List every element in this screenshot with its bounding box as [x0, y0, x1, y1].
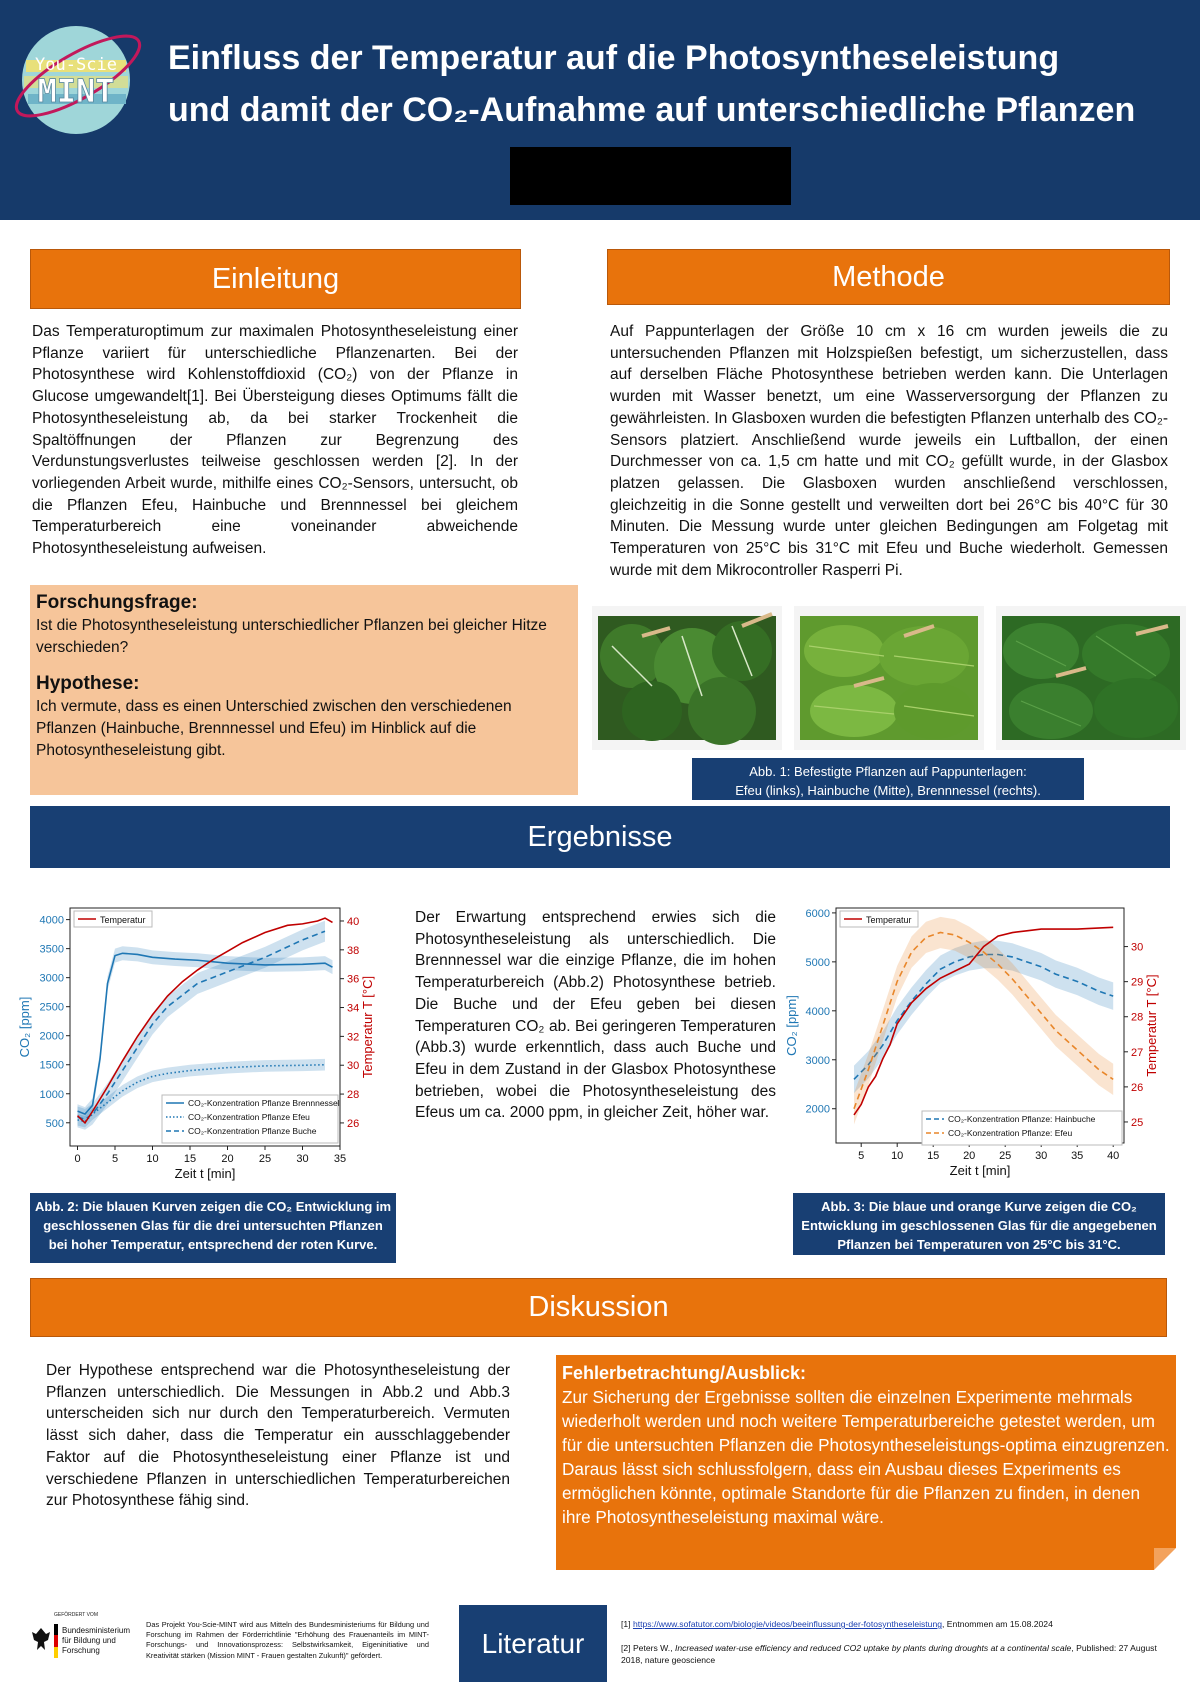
reference-1-suffix: , Entnommen am 15.08.2024: [942, 1619, 1053, 1629]
y2-tick-label: 32: [347, 1031, 360, 1044]
legend-label: CO₂-Konzentration Pflanze: Hainbuche: [948, 1114, 1096, 1124]
ministry-name: Bundesministerium für Bildung und Forschung: [62, 1626, 131, 1655]
y-tick-label: 6000: [805, 907, 830, 920]
photo-hainbuche: [794, 606, 984, 750]
y2-tick-label: 29: [1131, 976, 1144, 989]
y-tick-label: 2000: [805, 1103, 830, 1116]
y2-tick-label: 28: [347, 1089, 360, 1102]
gefoerdert-label: GEFÖRDERT VOM: [54, 1612, 98, 1618]
legend-label: CO₂-Konzentration Pflanze Brennnessel: [188, 1098, 340, 1108]
y-tick-label: 5000: [805, 956, 830, 969]
y-tick-label: 1500: [39, 1059, 64, 1072]
y-tick-label: 3500: [39, 943, 64, 956]
reference-2-prefix: [2] Peters W.,: [621, 1643, 675, 1653]
x-tick-label: 30: [1035, 1150, 1048, 1162]
y2-tick-label: 40: [347, 915, 360, 928]
legend-label: CO₂-Konzentration Pflanze Buche: [188, 1126, 317, 1136]
title-line-2: und damit der CO₂-Aufnahme auf unterschiedliche Pflanzen: [168, 91, 1136, 129]
y-tick-label: 500: [45, 1117, 64, 1130]
forschungsfrage-heading: Forschungsfrage:: [36, 592, 198, 613]
abb2-caption: Abb. 2: Die blauen Kurven zeigen die CO₂ Entwicklung im geschlossenen Glas für die drei untersuchten Pflanzen bei hoher Temperatur, entsprechend der roten Kurve.: [30, 1193, 396, 1263]
reference-2-suffix: , Published: 27 August 2018, nature geoscience: [621, 1643, 1157, 1665]
poster-header: [0, 0, 1200, 220]
x-tick-label: 25: [258, 1153, 272, 1165]
x-tick-label: 20: [963, 1150, 976, 1162]
x-tick-label: 5: [858, 1150, 865, 1162]
y2-tick-label: 26: [347, 1117, 360, 1130]
x-tick-label: 10: [891, 1150, 904, 1162]
y-tick-label: 2000: [39, 1030, 64, 1043]
diskussion-text: Der Hypothese entsprechend war die Photosyntheseleistung der Pflanzen unterschiedlich. Die Messungen in Abb.2 und Abb.3 unterscheiden sich nur durch den Temperaturbereich. Vermuten lässt sich daher, dass die Temperatur ein ausschlaggebender Faktor auf die Photosyntheseleistung einer Pflanze ist und verschiedene Pflanzen in unterschiedlichen Temperaturbereichen zur Photosynthese fähig sind.: [46, 1362, 510, 1510]
y2-tick-label: 25: [1131, 1116, 1144, 1129]
x-tick-label: 15: [927, 1150, 940, 1162]
forschungsfrage-text: Ist die Photosyntheseleistung unterschiedlicher Pflanzen bei gleicher Hitze verschieden?: [36, 617, 547, 656]
einleitung-text: Das Temperaturoptimum zur maximalen Photosyntheseleistung einer Pflanze variiert für unterschiedliche Pflanzenarten. Bei der Photosynthese wird Kohlenstoffdioxid (CO₂) von der Pflanze in Glucose umgewandelt[1]. Bei Übersteigung dieses Optimums fällt die Photosyntheseleistung ab, da bei starker Trockenheit die Spaltöffnungen der Pflanzen zur Begrenzung des Verdunstungsverlustes teilweise geschlossen werden [2]. In der vorliegenden Arbeit wurde, mithilfe eines CO₂-Sensors, untersucht, ob die Pflanzen Efeu, Hainbuche und Brennnessel bei gleichem Temperaturbereich eine voneinander abweichende Photosyntheseleistung aufweisen.: [32, 323, 518, 558]
fehlerbetrachtung-box: [556, 1355, 1176, 1570]
reference-1-number: [1]: [621, 1619, 631, 1629]
x-tick-label: 35: [333, 1153, 347, 1165]
photo-brennnessel: [996, 606, 1186, 750]
x-tick-label: 10: [146, 1153, 159, 1165]
einleitung-heading: Einleitung: [30, 249, 521, 309]
methode-text: Auf Pappunterlagen der Größe 10 cm x 16 cm wurden jeweils die zu untersuchenden Pflanzen mit Holzspießen befestigt, um sicherzustellen, dass auf derselben Fläche Photosynthese betrieben werden kann. Die Unterlagen wurden mit Wasser benetzt, um eine Wasserversorgung der Pflanzen zu gewährleisten. In Glasboxen wurden die befestigten Pflanzen unterhalb des CO₂-Sensors platziert. Anschließend wurde jeweils ein Luftballon, der einen Durchmesser von ca. 1,5 cm hatte und mit CO₂ gefüllt wurde, in der Glasbox platzen gelassen. Die Glasboxen wurden anschließend verschlossen, gleichzeitig in die Sonne gestellt und verweilten dort bei 26°C bis 40°C für 30 Minuten. Die Messung wurde unter gleichen Bedingungen am Folgetag mit Temperaturen von 25°C bis 31°C mit Efeu und Buche wiederholt. Gemessen wurde mit dem Mikrocontroller Rasperri Pi.: [610, 323, 1168, 579]
y-tick-label: 3000: [805, 1054, 830, 1067]
abb1-caption-line1: Abb. 1: Befestigte Pflanzen auf Pappunterlagen:: [749, 764, 1027, 779]
literatur-heading: Literatur: [459, 1605, 607, 1682]
title-line-1: Einfluss der Temperatur auf die Photosyntheseleistung: [168, 39, 1060, 77]
y2-tick-label: 26: [1131, 1081, 1144, 1094]
x-tick-label: 0: [74, 1153, 81, 1165]
methode-heading: Methode: [607, 249, 1170, 305]
legend-top-label: Temperatur: [866, 915, 912, 925]
folded-corner: [1154, 1548, 1176, 1570]
logo-top-text: You-Scie: [35, 55, 117, 75]
photo-efeu: [592, 606, 782, 750]
ergebnisse-text: Der Erwartung entsprechend erwies sich die Photosyntheseleistung als unterschiedlich. Die Brennnessel war die einzige Pflanze, die im hohen Temperaturbereich (Abb.2) Photosynthese betrieb. Die Buche und der Efeu geben bei diesen Temperaturen CO₂ ab. Bei geringeren Temperaturen (Abb.3) wurde erkenntlich, dass auch Buche und Efeu in dem Zustand in der Glasbox Photosynthese betrieben, wobei die Photosyntheseleistung des Efeus um ca. 2000 ppm, in gleicher Zeit, höher war.: [415, 909, 776, 1122]
y2-tick-label: 36: [347, 973, 360, 986]
reference-1: [621, 1618, 1181, 1630]
y-tick-label: 3000: [39, 972, 64, 985]
diskussion-heading: Diskussion: [30, 1278, 1167, 1337]
legend-label: CO₂-Konzentration Pflanze: Efeu: [948, 1128, 1073, 1138]
y-tick-label: 4000: [39, 914, 64, 927]
y-tick-label: 1000: [39, 1088, 64, 1101]
y2-tick-label: 28: [1131, 1011, 1144, 1024]
y-tick-label: 4000: [805, 1005, 830, 1018]
eagle-icon: [30, 1626, 52, 1654]
y2-axis-label: Temperatur T [°C]: [360, 975, 375, 1079]
x-tick-label: 20: [221, 1153, 234, 1165]
redacted-author-box: [510, 147, 791, 205]
hypothese-text: Ich vermute, dass es einen Unterschied zwischen den verschiedenen Pflanzen (Hainbuche, Brennnessel und Efeu) im Hinblick auf die Photosyntheseleistung gibt.: [36, 698, 512, 759]
y2-tick-label: 30: [1131, 941, 1144, 954]
y2-tick-label: 30: [347, 1060, 360, 1073]
abb1-caption: [692, 758, 1084, 800]
reference-2: [621, 1642, 1166, 1666]
y2-tick-label: 38: [347, 944, 360, 957]
x-tick-label: 35: [1071, 1150, 1084, 1162]
poster-title: [168, 32, 1188, 136]
y2-tick-label: 34: [347, 1002, 360, 1015]
reference-1-link[interactable]: https://www.sofatutor.com/biologie/videos/beeinflussung-der-fotosyntheseleistung: [632, 1619, 943, 1629]
ergebnisse-heading: Ergebnisse: [30, 806, 1170, 868]
fehlerbetrachtung-heading: Fehlerbetrachtung/Ausblick:: [562, 1363, 807, 1383]
y2-tick-label: 27: [1131, 1046, 1144, 1059]
x-axis-label: Zeit t [min]: [949, 1163, 1011, 1178]
legend-label: CO₂-Konzentration Pflanze Efeu: [188, 1112, 310, 1122]
y-tick-label: 2500: [39, 1001, 64, 1014]
x-tick-label: 5: [111, 1153, 119, 1165]
you-scie-mint-logo: [14, 16, 142, 140]
bmbf-logo: [30, 1610, 130, 1680]
project-funding-text: Das Projekt You-Scie-MINT wird aus Mitteln des Bundesministeriums für Bildung und Forschung im Rahmen der Förderrichtlinie "Erhöhung des Frauenanteils im MINT-Forschungs- und Innovationsprozess: Selbstwirksamkeit, Eigeninitiative und Kreativität stärken (Mission MINT - Frauen gestalten Zukunft)" gefördert.: [146, 1620, 429, 1660]
chart-abb2: [15, 903, 385, 1185]
x-tick-label: 30: [296, 1153, 309, 1165]
y2-axis-label: Temperatur T [°C]: [1144, 974, 1159, 1077]
chart-abb3-svg: [782, 903, 1182, 1185]
hypothese-heading: Hypothese:: [36, 673, 140, 695]
chart-abb3: [782, 903, 1182, 1185]
reference-2-title: Increased water-use efficiency and reduced CO2 uptake by plants during droughts at a continental scale: [674, 1643, 1072, 1653]
x-tick-label: 25: [999, 1150, 1012, 1162]
logo-bottom-text: MINT: [37, 72, 115, 110]
x-axis-label: Zeit t [min]: [174, 1166, 236, 1181]
legend-top-label: Temperatur: [100, 915, 146, 925]
y-axis-label: CO₂ [ppm]: [784, 995, 799, 1056]
chart-abb2-svg: [15, 903, 385, 1185]
research-question-box: [30, 585, 578, 795]
abb1-caption-line2: Efeu (links), Hainbuche (Mitte), Brennnessel (rechts).: [735, 783, 1041, 798]
x-tick-label: 15: [183, 1153, 197, 1165]
fehlerbetrachtung-text: Zur Sicherung der Ergebnisse sollten die einzelnen Experimente mehrmals wiederholt werden und noch weitere Temperaturbereiche getestet werden, um für die untersuchten Pflanzen die Photosyntheseleistungs-optima einzugrenzen. Daraus lässt sich schlussfolgern, dass ein Ausbau dieses Experiments es ermöglichen könnte, optimale Standorte für die Pflanzen zu finden, in denen ihre Photosyntheseleistung maximal wäre.: [562, 1387, 1170, 1527]
x-tick-label: 40: [1107, 1150, 1120, 1162]
abb3-caption: Abb. 3: Die blaue und orange Kurve zeigen die CO₂ Entwicklung im geschlossenen Glas für die angegebenen Pflanzen bei Temperaturen von 25°C bis 31°C.: [793, 1193, 1165, 1255]
y-axis-label: CO₂ [ppm]: [17, 996, 32, 1058]
